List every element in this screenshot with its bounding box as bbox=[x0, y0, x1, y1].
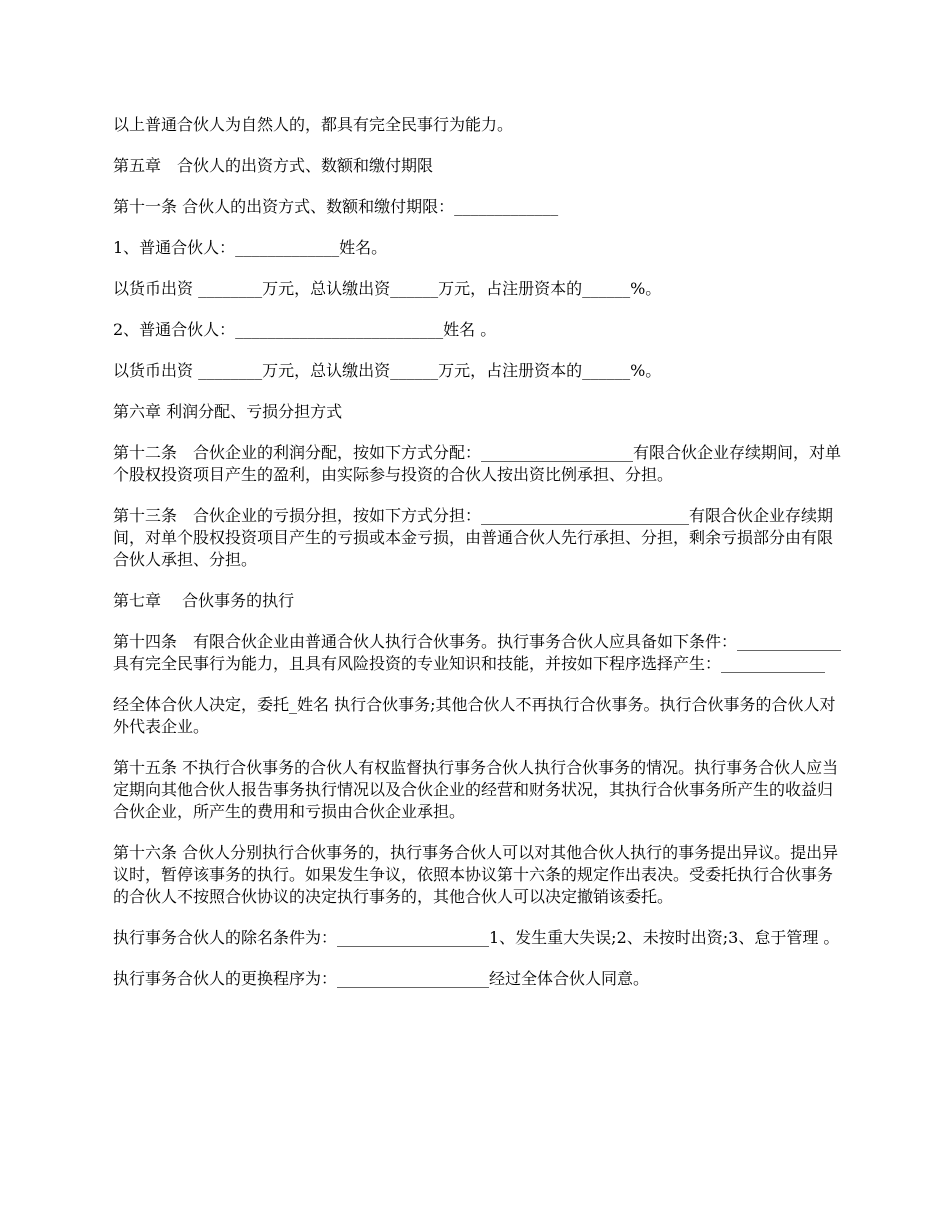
chapter-6-heading: 第六章 利润分配、亏损分担方式 bbox=[113, 402, 343, 421]
paragraph-removal-conditions: 执行事务合伙人的除名条件为：___________________1、发生重大失误;2、未按时出资;3、怠于管理 。 bbox=[113, 928, 840, 947]
article-11: 第十一条 合伙人的出资方式、数额和缴付期限：_____________ bbox=[113, 197, 559, 216]
contribution-line-2: 以货币出资 ________万元，总认缴出资______万元，占注册资本的______%。 bbox=[113, 361, 662, 380]
paragraph-capacity: 以上普通合伙人为自然人的，都具有完全民事行为能力。 bbox=[113, 115, 514, 134]
general-partner-1: 1、普通合伙人：_____________姓名。 bbox=[113, 238, 388, 257]
article-14: 第十四条 有限合伙企业由普通合伙人执行合伙事务。执行事务合伙人应具备如下条件：_____________具有完全民事行为能力，且具有风险投资的专业知识和技能，并按如下程序选择产生：_____________ bbox=[113, 632, 842, 673]
paragraph-delegation: 经全体合伙人决定，委托_姓名 执行合伙事务;其他合伙人不再执行合伙事务。执行合伙事务的合伙人对外代表企业。 bbox=[113, 695, 836, 736]
article-12: 第十二条 合伙企业的利润分配，按如下方式分配：___________________有限合伙企业存续期间，对单个股权投资项目产生的盈利，由实际参与投资的合伙人按出资比例承担、分担。 bbox=[113, 443, 842, 484]
article-15: 第十五条 不执行合伙事务的合伙人有权监督执行事务合伙人执行合伙事务的情况。执行事务合伙人应当定期向其他合伙人报告事务执行情况以及合伙企业的经营和财务状况，其执行合伙事务所产生的收益归合伙企业，所产生的费用和亏损由合伙企业承担。 bbox=[113, 758, 839, 821]
chapter-5-heading: 第五章 合伙人的出资方式、数额和缴付期限 bbox=[113, 156, 434, 175]
document-body bbox=[113, 114, 843, 1009]
contribution-line-1: 以货币出资 ________万元，总认缴出资______万元，占注册资本的______%。 bbox=[113, 279, 662, 298]
paragraph-replacement-procedure: 执行事务合伙人的更换程序为：___________________经过全体合伙人同意。 bbox=[113, 969, 650, 988]
article-13: 第十三条 合伙企业的亏损分担，按如下方式分担：__________________________有限合伙企业存续期间，对单个股权投资项目产生的亏损或本金亏损，由普通合伙人先行承担、分担，剩余亏损部分由有限合伙人承担、分担。 bbox=[113, 506, 834, 569]
article-16: 第十六条 合伙人分别执行合伙事务的，执行事务合伙人可以对其他合伙人执行的事务提出异议。提出异议时，暂停该事务的执行。如果发生争议，依照本协议第十六条的规定作出表决。受委托执行合伙事务的合伙人不按照合伙协议的决定执行事务的，其他合伙人可以决定撤销该委托。 bbox=[113, 843, 839, 906]
general-partner-2: 2、普通合伙人：__________________________姓名 。 bbox=[113, 320, 497, 339]
chapter-7-heading: 第七章 合伙事务的执行 bbox=[113, 591, 295, 610]
